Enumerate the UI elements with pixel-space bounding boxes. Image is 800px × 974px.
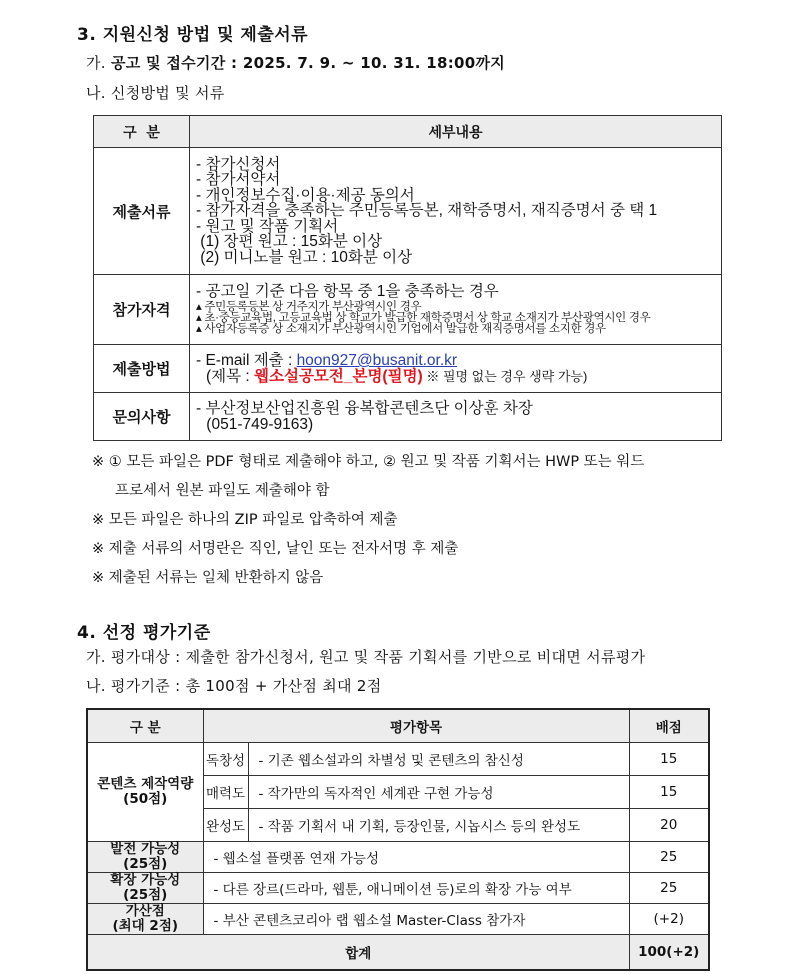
eval-score: (+2) xyxy=(629,903,709,934)
subject-note: ※ 필명 없는 경우 생략 가능) xyxy=(422,368,588,384)
subject-prefix: (제목 : xyxy=(206,367,255,385)
eval-item: - 다른 장르(드라마, 웹툰, 애니메이션 등)로의 확장 가능 여부 xyxy=(203,872,629,903)
doc-line: - 원고 및 작품 기획서 xyxy=(196,217,339,235)
eval-item: - 기존 웹소설과의 차별성 및 콘텐츠의 참신성 xyxy=(248,742,629,775)
table-header-row xyxy=(87,709,709,742)
inquiry-phone: (051-749-9163) xyxy=(202,415,314,433)
eval-score: 20 xyxy=(629,808,709,841)
eval-score: 25 xyxy=(629,872,709,903)
row-category: 참가자격 xyxy=(94,275,190,345)
note-item: ※ ① 모든 파일은 PDF 형태로 제출해야 하고, ② 원고 및 작품 기획서는 HWP 또는 워드 xyxy=(92,454,645,470)
note-item: ※ 제출된 서류는 일체 반환하지 않음 xyxy=(92,570,324,586)
header-score: 배점 xyxy=(629,709,709,742)
table-row xyxy=(87,742,709,775)
group-category-points: (50점) xyxy=(123,790,168,807)
doc-line: (2) 미니노블 원고 : 10화분 이상 xyxy=(196,248,413,266)
method-line: 나. 신청방법 및 서류 xyxy=(86,84,225,102)
note-item: ※ 모든 파일은 하나의 ZIP 파일로 압축하여 제출 xyxy=(92,512,398,528)
eligibility-bullet: ▴ 초·중등교육법, 고등교육법 상 학교가 발급한 재학증명서 상 학교 소재지가 부산광역시인 경우 xyxy=(196,311,651,324)
period-prefix: 가. xyxy=(86,54,106,72)
row-category: 제출서류 xyxy=(94,148,190,275)
section-3-title: 3. 지원신청 방법 및 제출서류 xyxy=(77,25,309,45)
row-detail xyxy=(190,275,722,345)
table-row-inquiry xyxy=(94,393,722,441)
row-category xyxy=(87,872,203,903)
header-detail: 세부내용 xyxy=(190,116,722,148)
category-points: (25점) xyxy=(123,855,168,872)
period-line xyxy=(86,52,505,73)
total-row xyxy=(87,934,709,970)
table-row xyxy=(87,872,709,903)
row-detail xyxy=(190,148,722,275)
table-header-row xyxy=(94,116,722,148)
subject-line xyxy=(196,369,721,385)
subcategory: 독창성 xyxy=(203,742,248,775)
evaluation-table xyxy=(86,708,710,971)
table-row-documents xyxy=(94,148,722,275)
table-row xyxy=(87,841,709,872)
header-item: 평가항목 xyxy=(203,709,629,742)
subcategory: 완성도 xyxy=(203,808,248,841)
eval-criteria-line: 나. 평가기준 : 총 100점 + 가산점 최대 2점 xyxy=(86,677,382,695)
category-label: 발전 가능성 xyxy=(110,840,181,857)
category-points: (최대 2점) xyxy=(112,917,179,934)
category-label: 확장 가능성 xyxy=(110,871,181,888)
email-prefix: - E-mail 제출 : xyxy=(196,352,297,369)
eval-score: 25 xyxy=(629,841,709,872)
table-row-eligibility xyxy=(94,275,722,345)
row-category xyxy=(87,903,203,934)
row-category xyxy=(87,841,203,872)
subcategory: 매력도 xyxy=(203,775,248,808)
eval-item: - 작가만의 독자적인 세계관 구현 가능성 xyxy=(248,775,629,808)
section-4-title: 4. 선정 평가기준 xyxy=(77,623,211,643)
subject-value: 웹소설공모전_본명(필명) xyxy=(254,367,423,385)
doc-line: - 참가서약서 xyxy=(196,171,281,189)
eval-score: 15 xyxy=(629,742,709,775)
category-points: (25점) xyxy=(123,886,168,903)
row-category: 문의사항 xyxy=(94,393,190,441)
eval-item: - 웹소설 플랫폼 연재 가능성 xyxy=(203,841,629,872)
email-line xyxy=(196,353,721,369)
table-row-method xyxy=(94,345,722,393)
total-label: 합계 xyxy=(87,934,629,970)
notes-list xyxy=(92,448,644,593)
eval-item: - 작품 기획서 내 기획, 등장인물, 시놉시스 등의 완성도 xyxy=(248,808,629,841)
doc-line: - 참가신청서 xyxy=(196,155,281,173)
group-category-label: 콘텐츠 제작역량 xyxy=(97,775,194,792)
inquiry-line: - 부산정보산업진흥원 융복합콘텐츠단 이상훈 차장 xyxy=(196,400,533,417)
total-score: 100(+2) xyxy=(629,934,709,970)
table-row xyxy=(87,903,709,934)
submission-table xyxy=(93,115,722,441)
note-item: ※ 제출 서류의 서명란은 직인, 날인 또는 전자서명 후 제출 xyxy=(92,541,459,557)
eval-item: - 부산 콘텐츠코리아 랩 웹소설 Master-Class 참가자 xyxy=(203,903,629,934)
row-category: 제출방법 xyxy=(94,345,190,393)
eval-score: 15 xyxy=(629,775,709,808)
period-text: 공고 및 접수기간 : 2025. 7. 9. ~ 10. 31. 18:00까지 xyxy=(110,54,506,72)
doc-line: - 참가자격을 충족하는 주민등록등본, 재학증명서, 재직증명서 중 택 1 xyxy=(196,202,658,220)
doc-line: - 개인정보수집·이용·제공 동의서 xyxy=(196,186,415,204)
row-detail xyxy=(190,393,722,441)
category-label: 가산점 xyxy=(125,902,165,919)
eligibility-bullet: ▴ 사업자등록증 상 소재지가 부산광역시인 기업에서 발급한 재직증명서를 소지한 경우 xyxy=(196,322,606,335)
group-category xyxy=(87,742,203,841)
doc-line: (1) 장편 원고 : 15화분 이상 xyxy=(196,233,383,251)
header-category: 구 분 xyxy=(94,116,190,148)
header-category: 구 분 xyxy=(87,709,203,742)
eligibility-lead: - 공고일 기준 다음 항목 중 1을 충족하는 경우 xyxy=(196,283,499,301)
row-detail xyxy=(190,345,722,393)
eligibility-bullet: ▴ 주민등록등본 상 거주지가 부산광역시인 경우 xyxy=(196,300,422,313)
note-item-continued: 프로세서 원본 파일도 제출해야 함 xyxy=(115,483,330,499)
email-link[interactable]: hoon927@busanit.or.kr xyxy=(296,352,458,369)
eval-target-line: 가. 평가대상 : 제출한 참가신청서, 원고 및 작품 기획서를 기반으로 비대면 서류평가 xyxy=(86,648,646,666)
